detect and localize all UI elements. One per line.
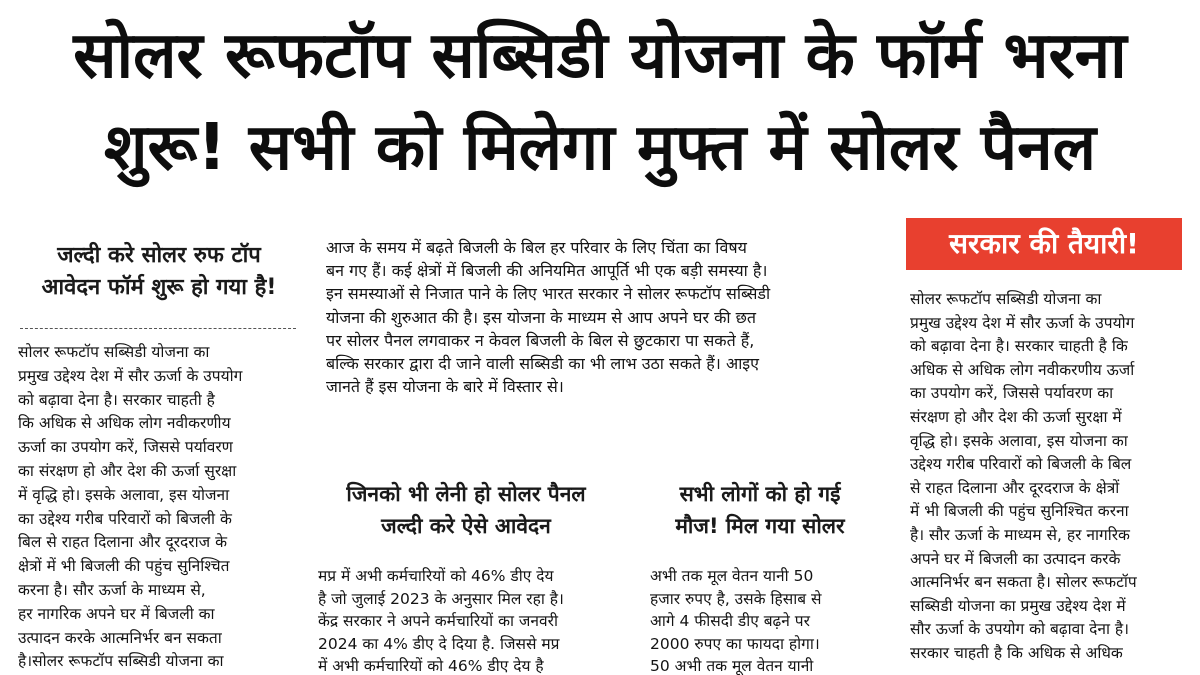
left-body-line: बिल से राहत दिलाना और दूरदराज के — [18, 533, 227, 552]
intro-line: इन समस्याओं से निजात पाने के लिए भारत सरकार ने सोलर रूफटॉप सब्सिडी — [326, 284, 771, 304]
mid-left-subhead-line-2: जल्दी करे ऐसे आवेदन — [381, 514, 551, 538]
right-body-line: सोलर रूफटॉप सब्सिडी योजना का — [910, 290, 1102, 308]
mid-left-body-line: केंद्र सरकार ने अपने कर्मचारियों का जनवरी — [318, 612, 559, 630]
mid-left-body-text — [318, 565, 618, 675]
intro-line: योजना की शुरुआत की है। इस योजना के माध्यम से आप अपने घर की छत — [326, 307, 756, 327]
right-body-line: को बढ़ावा देना है। सरकार चाहती है कि — [910, 337, 1128, 356]
left-subhead-line-1: जल्दी करे सोलर रुफ टॉप — [57, 243, 261, 268]
intro-line: पर सोलर पैनल लगवाकर न केवल बिजली के बिल से छुटकारा पा सकते हैं, — [326, 330, 755, 350]
intro-paragraph — [326, 236, 886, 426]
mid-left-body-line: है जो जुलाई 2023 के अनुसार मिल रहा है। — [318, 589, 564, 608]
headline-line-2: शुरू! सभी को मिलेगा मुफ्त में सोलर पैनल — [103, 111, 1096, 185]
mid-right-body-line: आगे 4 फीसदी डीए बढ़ने पर — [650, 612, 810, 630]
left-body-line: उत्पादन करके आत्मनिर्भर बन सकता — [18, 628, 222, 647]
section-badge: सरकार की तैयारी! — [906, 218, 1182, 270]
left-body-line: का उद्देश्य गरीब परिवारों को बिजली के — [18, 509, 232, 528]
mid-left-subhead — [316, 478, 616, 542]
mid-right-body-line: अभी तक मूल वेतन यानी 50 — [650, 567, 814, 585]
right-body-line: आत्मनिर्भर बन सकता है। सोलर रूफटॉप — [910, 573, 1137, 592]
left-body-line: है।सोलर रूफटॉप सब्सिडी योजना का — [18, 652, 224, 671]
right-body-line: संरक्षण हो और देश की ऊर्जा सुरक्षा में — [910, 407, 1122, 426]
left-subhead-line-2: आवेदन फॉर्म शुरू हो गया है! — [41, 275, 277, 300]
right-body-line: सरकार चाहती है कि अधिक से अधिक — [910, 643, 1123, 662]
left-body-line: करना है। सौर ऊर्जा के माध्यम से, — [18, 580, 206, 599]
right-body-line: में भी बिजली की पहुंच सुनिश्चित करना — [910, 502, 1129, 521]
right-body-line: का उपयोग करें, जिससे पर्यावरण का — [910, 384, 1114, 403]
right-body-line: प्रमुख उद्देश्य देश में सौर ऊर्जा के उपयोग — [910, 313, 1135, 332]
right-body-line: से राहत दिलाना और दूरदराज के क्षेत्रों — [910, 478, 1120, 497]
mid-right-subhead — [636, 478, 884, 542]
left-body-line: हर नागरिक अपने घर में बिजली का — [18, 604, 215, 623]
mid-left-body-line: में अभी कर्मचारियों को 46% डीए देय है — [318, 657, 544, 675]
left-body-line: क्षेत्रों में भी बिजली की पहुंच सुनिश्चित — [18, 557, 230, 576]
mid-right-body-line: 50 अभी तक मूल वेतन यानी — [650, 657, 814, 675]
intro-line: आज के समय में बढ़ते बिजली के बिल हर परिवार के लिए चिंता का विषय — [326, 238, 747, 257]
right-body-text — [910, 288, 1196, 675]
mid-right-body-line: हजार रुपए है, उसके हिसाब से — [650, 589, 822, 608]
mid-left-subhead-line-1: जिनको भी लेनी हो सोलर पैनल — [346, 482, 586, 506]
left-body-line: को बढ़ावा देना है। सरकार चाहती है — [18, 390, 215, 409]
left-body-line: का संरक्षण हो और देश की ऊर्जा सुरक्षा — [18, 461, 237, 480]
right-body-line: वृद्धि हो। इसके अलावा, इस योजना का — [910, 431, 1128, 450]
left-body-line: में वृद्धि हो। इसके अलावा, इस योजना — [18, 485, 230, 504]
intro-line: बन गए हैं। कई क्षेत्रों में बिजली की अनियमित आपूर्ति भी एक बड़ी समस्या है। — [326, 261, 768, 281]
mid-right-body-text — [650, 565, 884, 675]
mid-right-subhead-line-2: मौज! मिल गया सोलर — [675, 514, 845, 538]
right-body-line: सौर ऊर्जा के उपयोग को बढ़ावा देना है। — [910, 620, 1130, 639]
right-body-line: अपने घर में बिजली का उत्पादन करके — [910, 549, 1121, 568]
intro-line: जानते हैं इस योजना के बारे में विस्तार से। — [326, 377, 564, 397]
right-body-line: सब्सिडी योजना का प्रमुख उद्देश्य देश में — [910, 596, 1126, 615]
left-body-line: कि अधिक से अधिक लोग नवीकरणीय — [18, 414, 231, 433]
mid-left-body-line: मप्र में अभी कर्मचारियों को 46% डीए देय — [318, 567, 554, 585]
left-subhead — [14, 240, 304, 304]
headline-line-1: सोलर रूफटॉप सब्सिडी योजना के फॉर्म भरना — [73, 19, 1127, 93]
mid-right-body-line: 2000 रुपए का फायदा होगा। — [650, 634, 820, 653]
section-divider — [20, 328, 296, 329]
page-headline — [0, 10, 1200, 194]
right-body-line: है। सौर ऊर्जा के माध्यम से, हर नागरिक — [910, 525, 1130, 544]
intro-line: बल्कि सरकार द्वारा दी जाने वाली सब्सिडी का भी लाभ उठा सकते हैं। आइए — [326, 354, 760, 374]
left-body-text — [18, 341, 304, 675]
mid-left-body-line: 2024 का 4% डीए दे दिया है. जिससे मप्र — [318, 634, 560, 653]
right-body-line: उद्देश्य गरीब परिवारों को बिजली के बिल — [910, 455, 1132, 474]
right-body-line: अधिक से अधिक लोग नवीकरणीय ऊर्जा — [910, 360, 1135, 379]
left-body-line: ऊर्जा का उपयोग करें, जिससे पर्यावरण — [18, 438, 233, 457]
mid-right-subhead-line-1: सभी लोगों को हो गई — [679, 482, 841, 506]
left-body-line: प्रमुख उद्देश्य देश में सौर ऊर्जा के उपयोग — [18, 366, 243, 385]
left-body-line: सोलर रूफटॉप सब्सिडी योजना का — [18, 343, 210, 361]
